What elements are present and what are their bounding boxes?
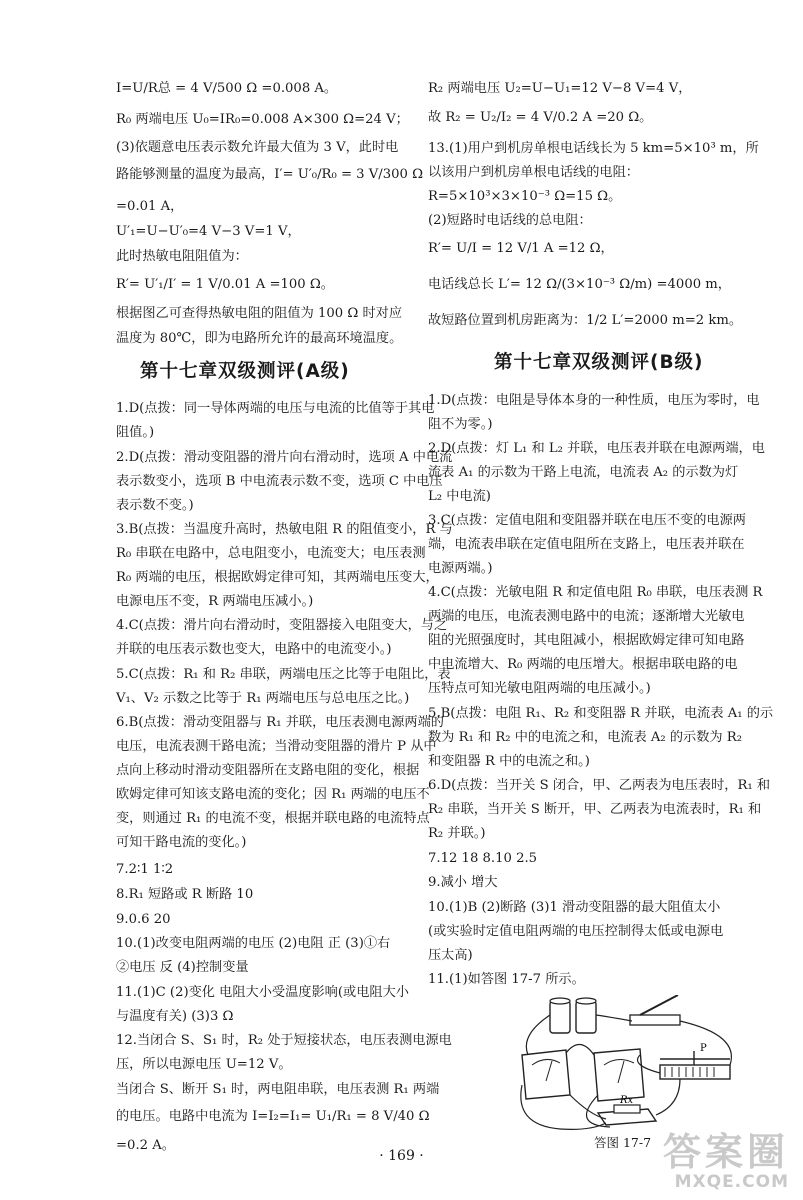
left-text-line: R₀ 两端电压 U₀=IR₀=0.008 A×300 Ω=24 V； xyxy=(116,112,409,127)
right-text-line: 9.减小 增大 xyxy=(428,875,498,890)
left-text-line: (3)依题意电压表示数允许最大值为 3 V，此时电 xyxy=(116,140,399,155)
watermark-logo: 答案圈 xyxy=(662,1130,789,1174)
ammeter-icon xyxy=(522,1050,570,1099)
right-text-line: 阻不为零。) xyxy=(428,417,493,432)
right-text-line: 7.12 18 8.10 2.5 xyxy=(428,851,538,866)
left-text-line: 6.B(点拨：滑动变阻器与 R₁ 并联，电压表测电源两端的 xyxy=(116,715,444,730)
left-text-line: R′= U′₁/I′ = 1 V/0.01 A =100 Ω。 xyxy=(116,277,334,292)
right-text-line: 电话线总长 L′= 12 Ω/(3×10⁻³ Ω/m) =4000 m， xyxy=(428,277,731,292)
left-text-line: 10.(1)改变电阻两端的电压 (2)电阻 正 (3)①右 xyxy=(116,936,391,951)
left-text-line: V₁、V₂ 示数之比等于 R₁ 两端电压与总电压之比。) xyxy=(116,691,410,706)
left-text-line: 变，则通过 R₁ 的电流不变，根据并联电路的电流特点 xyxy=(116,811,430,826)
circuit-figure xyxy=(510,995,770,1145)
left-text-line: 与温度有关) (3)3 Ω xyxy=(116,1009,234,1024)
right-text-line: 1.D(点拨：电阻是导体本身的一种性质，电压为零时，电 xyxy=(428,393,760,408)
battery-icon xyxy=(550,998,596,1033)
right-text-line: 10.(1)B (2)断路 (3)1 滑动变阻器的最大阻值太小 xyxy=(428,900,721,915)
right-text-line: 以该用户到机房单根电话线的电阻： xyxy=(428,165,639,180)
figure-caption: 答图 17-7 xyxy=(594,1135,652,1150)
left-text-line: 5.C(点拨：R₁ 和 R₂ 串联，两端电压之比等于电阻比，表 xyxy=(116,667,451,682)
right-text-line: R₂ 串联，当开关 S 断开，甲、乙两表为电流表时，R₁ 和 xyxy=(428,802,762,817)
section-title-a: 第十七章双级测评(A级) xyxy=(140,361,350,382)
watermark xyxy=(663,1132,789,1192)
left-text-line: 12.当闭合 S、S₁ 时，R₂ 处于短接状态，电压表测电源电 xyxy=(116,1033,452,1048)
left-text-line: 欧姆定律可知该支路电流的变化；因 R₁ 两端的电压不 xyxy=(116,787,430,802)
right-text-line: 端，电流表串联在定值电阻所在支路上，电压表并联在 xyxy=(428,537,745,552)
left-text-line: 电源电压不变，R 两端电压减小。) xyxy=(116,594,314,609)
left-text-line: ②电压 反 (4)控制变量 xyxy=(116,960,249,975)
left-text-line: 表示数变小，选项 B 中电流表示数不变，选项 C 中电压 xyxy=(116,474,443,489)
left-text-line: 电压，电流表测干路电流；当滑动变阻器的滑片 P 从中 xyxy=(116,739,437,754)
right-text-line: (2)短路时电话线的总电阻： xyxy=(428,213,592,228)
right-text-line: R₂ 两端电压 U₂=U−U₁=12 V−8 V=4 V， xyxy=(428,81,692,96)
left-text-line: 当闭合 S、断开 S₁ 时，两电阻串联，电压表测 R₁ 两端 xyxy=(116,1082,440,1097)
left-text-line: 阻值。) xyxy=(116,425,155,440)
left-text-line: R₀ 串联在电路中，总电阻变小，电流变大；电压表测 xyxy=(116,546,426,561)
left-text-line: 8.R₁ 短路或 R 断路 10 xyxy=(116,887,254,902)
page-number: · 169 · xyxy=(379,1148,424,1164)
right-text-line: 故 R₂ = U₂/I₂ = 4 V/0.2 A =20 Ω。 xyxy=(428,110,653,125)
right-text-line: 阻的光照强度时，其电阻减小，根据欧姆定律可知电路 xyxy=(428,633,745,648)
right-text-line: R=5×10³×3×10⁻³ Ω=15 Ω。 xyxy=(428,189,622,204)
right-text-line: 3.C(点拨：定值电阻和变阻器并联在电压不变的电源两 xyxy=(428,513,746,528)
right-text-line: 2.D(点拨：灯 L₁ 和 L₂ 并联，电压表并联在电源两端，电 xyxy=(428,441,765,456)
watermark-url: MXQE.COM xyxy=(674,1172,789,1192)
left-text-line: 路能够测量的温度为最高，I′= U′₀/R₀ = 3 V/300 Ω xyxy=(116,167,424,182)
left-text-line: 根据图乙可查得热敏电阻的阻值为 100 Ω 时对应 xyxy=(116,306,403,321)
left-text-line: =0.01 A， xyxy=(116,199,184,214)
right-text-line: L₂ 中电流) xyxy=(428,489,491,504)
right-text-line: 和变阻器 R 中的电流之和。) xyxy=(428,754,590,769)
left-text-line: 点向上移动时滑动变阻器所在支路电阻的变化，根据 xyxy=(116,763,420,778)
right-text-line: 6.D(点拨：当开关 S 闭合，甲、乙两表为电压表时，R₁ 和 xyxy=(428,778,771,793)
left-text-line: 可知干路电流的变化。) xyxy=(116,835,247,850)
left-text-line: R₀ 两端的电压，根据欧姆定律可知，其两端电压变大， xyxy=(116,570,439,585)
left-text-line: 3.B(点拨：当温度升高时，热敏电阻 R 的阻值变小，R 与 xyxy=(116,522,453,537)
left-text-line: =0.2 A。 xyxy=(116,1138,175,1153)
right-text-line: R₂ 并联。) xyxy=(428,826,486,841)
left-text-line: I=U/R总 = 4 V/500 Ω =0.008 A。 xyxy=(116,81,338,96)
right-text-line: R′= U/I = 12 V/1 A =12 Ω， xyxy=(428,241,614,256)
right-text-line: 11.(1)如答图 17-7 所示。 xyxy=(428,972,585,987)
rheostat-icon xyxy=(660,1043,730,1079)
right-text-line: 数为 R₁ 和 R₂ 中的电流之和，电流表 A₂ 的示数为 R₂ xyxy=(428,730,742,745)
left-text-line: 此时热敏电阻阻值为： xyxy=(116,249,248,264)
left-text-line: 的电压。电路中电流为 I=I₂=I₁= U₁/R₁ = 8 V/40 Ω xyxy=(116,1109,430,1124)
right-text-line: 13.(1)用户到机房单根电话线长为 5 km=5×10³ m，所 xyxy=(428,141,759,156)
right-text-line: 压特点可知光敏电阻两端的电压减小。) xyxy=(428,681,651,696)
right-text-line: 两端的电压，电流表测电路中的电流；逐渐增大光敏电 xyxy=(428,609,745,624)
right-text-line: 5.B(点拨：电阻 R₁、R₂ 和变阻器 R 并联，电流表 A₁ 的示 xyxy=(428,706,774,721)
left-text-line: 11.(1)C (2)变化 电阻大小受温度影响(或电阻大小 xyxy=(116,985,409,1000)
voltmeter-icon xyxy=(594,1049,644,1101)
right-text-line: 中电流增大、R₀ 两端的电压增大。根据串联电路的电 xyxy=(428,657,738,672)
section-title-b: 第十七章双级测评(B级) xyxy=(494,352,704,373)
switch-icon xyxy=(630,995,680,1025)
left-text-line: U′₁=U−U′₀=4 V−3 V=1 V， xyxy=(116,224,301,239)
resistor-label: Rx xyxy=(620,1095,634,1106)
right-text-line: 4.C(点拨：光敏电阻 R 和定值电阻 R₀ 串联，电压表测 R xyxy=(428,585,763,600)
left-text-line: 7.2∶1 1∶2 xyxy=(116,862,174,877)
slider-label: P xyxy=(700,1043,707,1054)
right-text-line: 电源两端。) xyxy=(428,561,493,576)
right-text-line: 压太高) xyxy=(428,948,473,963)
left-text-line: 压，所以电源电压 U=12 V。 xyxy=(116,1057,292,1072)
left-text-line: 1.D(点拨：同一导体两端的电压与电流的比值等于其电 xyxy=(116,401,435,416)
right-text-line: 故短路位置到机房距离为：1/2 L′=2000 m=2 km。 xyxy=(428,313,743,328)
right-text-line: (或实验时定值电阻两端的电压控制得太低或电源电 xyxy=(428,924,724,939)
left-text-line: 并联的电压表示数也变大，电路中的电流变小。) xyxy=(116,642,392,657)
right-text-line: 流表 A₁ 的示数为干路上电流，电流表 A₂ 的示数为灯 xyxy=(428,465,739,480)
left-text-line: 2.D(点拨：滑动变阻器的滑片向右滑动时，选项 A 中电流 xyxy=(116,450,453,465)
left-text-line: 4.C(点拨：滑片向右滑动时，变阻器接入电阻变大，与之 xyxy=(116,618,448,633)
left-text-line: 9.0.6 20 xyxy=(116,912,171,927)
left-text-line: 温度为 80℃，即为电路所允许的最高环境温度。 xyxy=(116,331,403,346)
left-text-line: 表示数不变。) xyxy=(116,498,194,513)
